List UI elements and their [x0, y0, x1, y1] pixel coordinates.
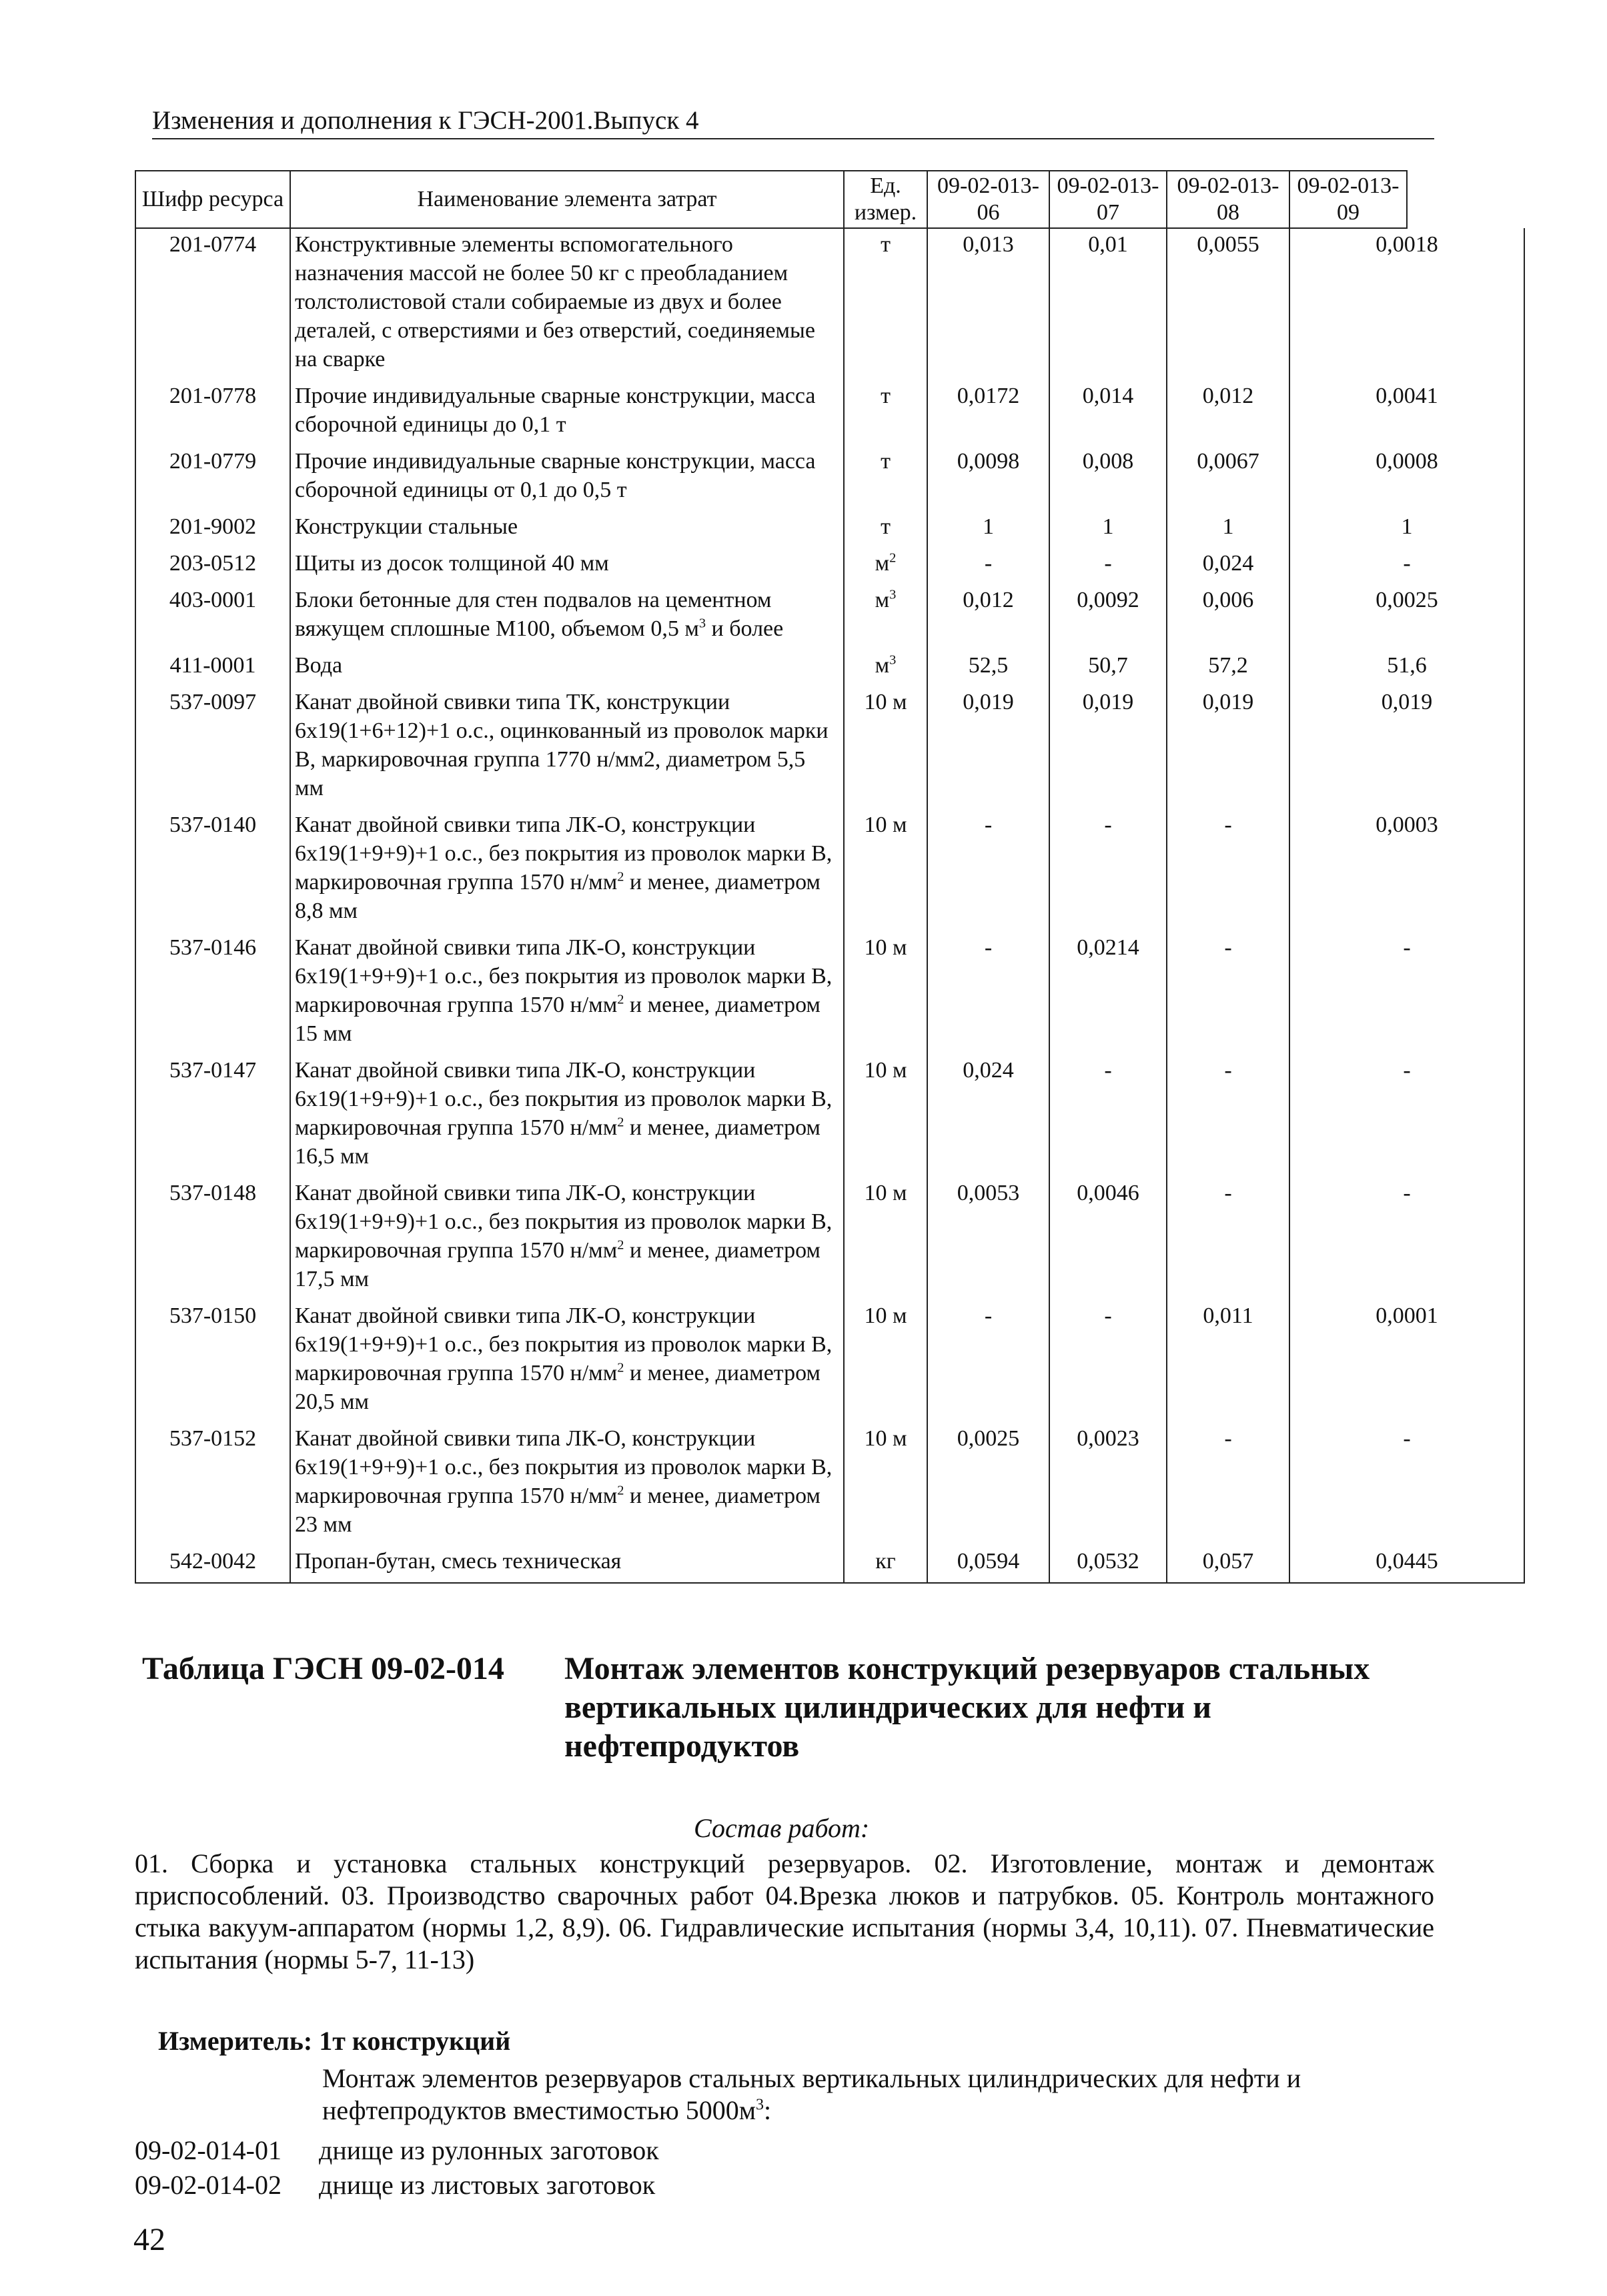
- value-013-06: 0,0025: [927, 1423, 1049, 1546]
- table-row: [135, 932, 1524, 1055]
- table-row: [135, 228, 1524, 380]
- value-013-08: -: [1167, 1177, 1289, 1300]
- resource-code: 537-0147: [135, 1055, 290, 1177]
- resource-code: 537-0146: [135, 932, 290, 1055]
- resource-name: Канат двойной свивки типа ЛК-О, конструкции 6х19(1+9+9)+1 о.с., без покрытия из проволок марки В, маркировочная группа 1570 $н/мм^2$ и менее, диаметром 8,8 мм: [290, 809, 844, 932]
- value-013-07: -: [1049, 809, 1167, 932]
- value-013-07: 0,0092: [1049, 584, 1167, 650]
- resource-unit: т: [844, 446, 927, 511]
- resource-unit: 10 м: [844, 686, 927, 809]
- value-013-08: 0,024: [1167, 548, 1289, 584]
- resource-unit: $м^3$: [844, 650, 927, 686]
- resource-name: Блоки бетонные для стен подвалов на цементном вяжущем сплошные М100, объемом 0,5 $м^3$ и более: [290, 584, 844, 650]
- value-013-06: 0,0053: [927, 1177, 1049, 1300]
- resource-code: 201-0778: [135, 380, 290, 446]
- value-013-09: 0,0445: [1289, 1546, 1524, 1583]
- table-row: [135, 686, 1524, 809]
- works-text: 01. Сборка и установка стальных конструкций резервуаров. 02. Изготовление, монтаж и демонтаж приспособлений. 03. Производство сварочных работ 04.Врезка люков и патрубков. 05. Контроль монтажного стыка вакуум-аппаратом (нормы 1,2, 8,9). 06. Гидравлические испытания (нормы 3,4, 10,11). 07. Пневматические испытания (нормы 5-7, 11-13): [135, 1848, 1434, 1974]
- resource-name: Прочие индивидуальные сварные конструкции, масса сборочной единицы от 0,1 до 0,5 т: [290, 446, 844, 511]
- header-code: Шифр ресурса: [135, 171, 290, 228]
- value-013-09: 0,0018: [1289, 228, 1524, 380]
- works-heading: Состав работ:: [694, 1813, 870, 1843]
- resource-name: Конструкции стальные: [290, 511, 844, 548]
- value-013-08: 0,006: [1167, 584, 1289, 650]
- value-013-06: 1: [927, 511, 1049, 548]
- resource-code: 537-0150: [135, 1300, 290, 1423]
- value-013-06: 0,0172: [927, 380, 1049, 446]
- value-013-07: 1: [1049, 511, 1167, 548]
- value-013-06: 0,013: [927, 228, 1049, 380]
- value-013-08: 0,011: [1167, 1300, 1289, 1423]
- resource-name: Пропан-бутан, смесь техническая: [290, 1546, 844, 1583]
- resource-code: 537-0140: [135, 809, 290, 932]
- value-013-08: -: [1167, 932, 1289, 1055]
- resource-unit: 10 м: [844, 1055, 927, 1177]
- resource-name: Канат двойной свивки типа ЛК-О, конструкции 6х19(1+9+9)+1 о.с., без покрытия из проволок марки В, маркировочная группа 1570 $н/мм^2$ и менее, диаметром 17,5 мм: [290, 1177, 844, 1300]
- resource-name: Канат двойной свивки типа ЛК-О, конструкции 6х19(1+9+9)+1 о.с., без покрытия из проволок марки В, маркировочная группа 1570 $н/мм^2$ и менее, диаметром 23 мм: [290, 1423, 844, 1546]
- table-row: [135, 446, 1524, 511]
- value-013-06: 0,0098: [927, 446, 1049, 511]
- value-013-08: -: [1167, 809, 1289, 932]
- resource-code: 201-0774: [135, 228, 290, 380]
- resource-name: Канат двойной свивки типа ЛК-О, конструкции 6х19(1+9+9)+1 о.с., без покрытия из проволок марки В, маркировочная группа 1570 $н/мм^2$ и менее, диаметром 20,5 мм: [290, 1300, 844, 1423]
- measure-unit: Измеритель: 1т конструкций: [158, 2026, 511, 2056]
- resource-unit: т: [844, 228, 927, 380]
- value-013-07: -: [1049, 1300, 1167, 1423]
- norm-item-code: 09-02-014-01: [135, 2135, 282, 2165]
- value-013-09: 0,0025: [1289, 584, 1524, 650]
- resource-unit: 10 м: [844, 1300, 927, 1423]
- value-013-07: 0,0214: [1049, 932, 1167, 1055]
- resource-unit: 10 м: [844, 932, 927, 1055]
- norm-item-text: днище из рулонных заготовок: [319, 2135, 659, 2165]
- value-013-08: 0,0055: [1167, 228, 1289, 380]
- resource-name: Вода: [290, 650, 844, 686]
- value-013-08: -: [1167, 1423, 1289, 1546]
- section-title: Монтаж элементов конструкций резервуаров стальных вертикальных цилиндрических для нефти и нефтепродуктов: [564, 1651, 1370, 1764]
- header-norm-08: 09-02-013-08: [1167, 171, 1289, 228]
- resource-unit: 10 м: [844, 1423, 927, 1546]
- resource-name: Щиты из досок толщиной 40 мм: [290, 548, 844, 584]
- resource-unit: т: [844, 380, 927, 446]
- table-row: [135, 1546, 1524, 1583]
- value-013-07: -: [1049, 1055, 1167, 1177]
- value-013-06: -: [927, 548, 1049, 584]
- resource-unit: 10 м: [844, 809, 927, 932]
- value-013-07: 0,0046: [1049, 1177, 1167, 1300]
- value-013-09: 0,0001: [1289, 1300, 1524, 1423]
- value-013-09: 51,6: [1289, 650, 1524, 686]
- value-013-06: 0,0594: [927, 1546, 1049, 1583]
- resource-code: 403-0001: [135, 584, 290, 650]
- value-013-08: 0,019: [1167, 686, 1289, 809]
- table-row: [135, 1055, 1524, 1177]
- value-013-07: -: [1049, 548, 1167, 584]
- value-013-07: 0,01: [1049, 228, 1167, 380]
- value-013-06: 0,012: [927, 584, 1049, 650]
- resource-code: 201-0779: [135, 446, 290, 511]
- resource-name: Канат двойной свивки типа ТК, конструкции 6х19(1+6+12)+1 о.с., оцинкованный из проволок марки В, маркировочная группа 1770 н/мм2, диаметром 5,5 мм: [290, 686, 844, 809]
- value-013-07: 0,0532: [1049, 1546, 1167, 1583]
- resource-unit: $м^3$: [844, 584, 927, 650]
- table-row: [135, 548, 1524, 584]
- value-013-07: 0,019: [1049, 686, 1167, 809]
- resource-code: 537-0097: [135, 686, 290, 809]
- value-013-06: -: [927, 809, 1049, 932]
- value-013-08: 0,0067: [1167, 446, 1289, 511]
- resource-name: Канат двойной свивки типа ЛК-О, конструкции 6х19(1+9+9)+1 о.с., без покрытия из проволок марки В, маркировочная группа 1570 $н/мм^2$ и менее, диаметром 16,5 мм: [290, 1055, 844, 1177]
- resource-name: Прочие индивидуальные сварные конструкции, масса сборочной единицы до 0,1 т: [290, 380, 844, 446]
- table-row: [135, 650, 1524, 686]
- header-norm-06: 09-02-013-06: [927, 171, 1049, 228]
- resource-code: 203-0512: [135, 548, 290, 584]
- value-013-09: 0,0041: [1289, 380, 1524, 446]
- value-013-07: 0,008: [1049, 446, 1167, 511]
- resource-unit: 10 м: [844, 1177, 927, 1300]
- value-013-09: -: [1289, 1055, 1524, 1177]
- table-row: [135, 1177, 1524, 1300]
- page-number: 42: [133, 2222, 165, 2257]
- table-row: [135, 511, 1524, 548]
- table-row: [135, 380, 1524, 446]
- resource-name: Конструктивные элементы вспомогательного назначения массой не более 50 кг с преобладанием толстолистовой стали собираемые из двух и более деталей, с отверстиями и без отверстий, соединяемые на сварке: [290, 228, 844, 380]
- header-norm-07: 09-02-013-07: [1049, 171, 1167, 228]
- table-row: [135, 1300, 1524, 1423]
- resource-table: [135, 170, 1525, 1584]
- value-013-09: 0,0003: [1289, 809, 1524, 932]
- value-013-09: -: [1289, 1423, 1524, 1546]
- resource-unit: $м^2$: [844, 548, 927, 584]
- table-header-row: [135, 171, 1524, 228]
- value-013-09: 0,019: [1289, 686, 1524, 809]
- resource-name: Канат двойной свивки типа ЛК-О, конструкции 6х19(1+9+9)+1 о.с., без покрытия из проволок марки В, маркировочная группа 1570 $н/мм^2$ и менее, диаметром 15 мм: [290, 932, 844, 1055]
- value-013-07: 50,7: [1049, 650, 1167, 686]
- value-013-09: -: [1289, 548, 1524, 584]
- value-013-08: 57,2: [1167, 650, 1289, 686]
- header-norm-09: 09-02-013-09: [1289, 171, 1407, 228]
- value-013-09: -: [1289, 932, 1524, 1055]
- value-013-08: -: [1167, 1055, 1289, 1177]
- resource-code: 201-9002: [135, 511, 290, 548]
- header-unit: Ед. измер.: [844, 171, 927, 228]
- norm-item-code: 09-02-014-02: [135, 2170, 282, 2200]
- value-013-08: 1: [1167, 511, 1289, 548]
- value-013-06: 52,5: [927, 650, 1049, 686]
- value-013-06: 0,019: [927, 686, 1049, 809]
- norm-item: [135, 2135, 659, 2166]
- value-013-08: 0,057: [1167, 1546, 1289, 1583]
- resource-unit: т: [844, 511, 927, 548]
- resource-code: 537-0152: [135, 1423, 290, 1546]
- value-013-07: 0,0023: [1049, 1423, 1167, 1546]
- value-013-09: 1: [1289, 511, 1524, 548]
- resource-code: 542-0042: [135, 1546, 290, 1583]
- running-header: Изменения и дополнения к ГЭСН-2001.Выпуск 4: [152, 105, 1434, 139]
- value-013-09: 0,0008: [1289, 446, 1524, 511]
- value-013-06: -: [927, 932, 1049, 1055]
- value-013-09: -: [1289, 1177, 1524, 1300]
- table-row: [135, 584, 1524, 650]
- table-label: Таблица ГЭСН 09-02-014: [142, 1651, 504, 1686]
- norm-item: [135, 2169, 655, 2201]
- resource-code: 411-0001: [135, 650, 290, 686]
- norm-item-text: днище из листовых заготовок: [319, 2170, 656, 2200]
- header-name: Наименование элемента затрат: [290, 171, 844, 228]
- value-013-08: 0,012: [1167, 380, 1289, 446]
- value-013-06: 0,024: [927, 1055, 1049, 1177]
- resource-code: 537-0148: [135, 1177, 290, 1300]
- resource-unit: кг: [844, 1546, 927, 1583]
- table-row: [135, 1423, 1524, 1546]
- value-013-07: 0,014: [1049, 380, 1167, 446]
- value-013-06: -: [927, 1300, 1049, 1423]
- table-row: [135, 809, 1524, 932]
- norm-description: Монтаж элементов резервуаров стальных вертикальных цилиндрических для нефти и нефтепродуктов вместимостью $5000м^3$:: [322, 2063, 1301, 2125]
